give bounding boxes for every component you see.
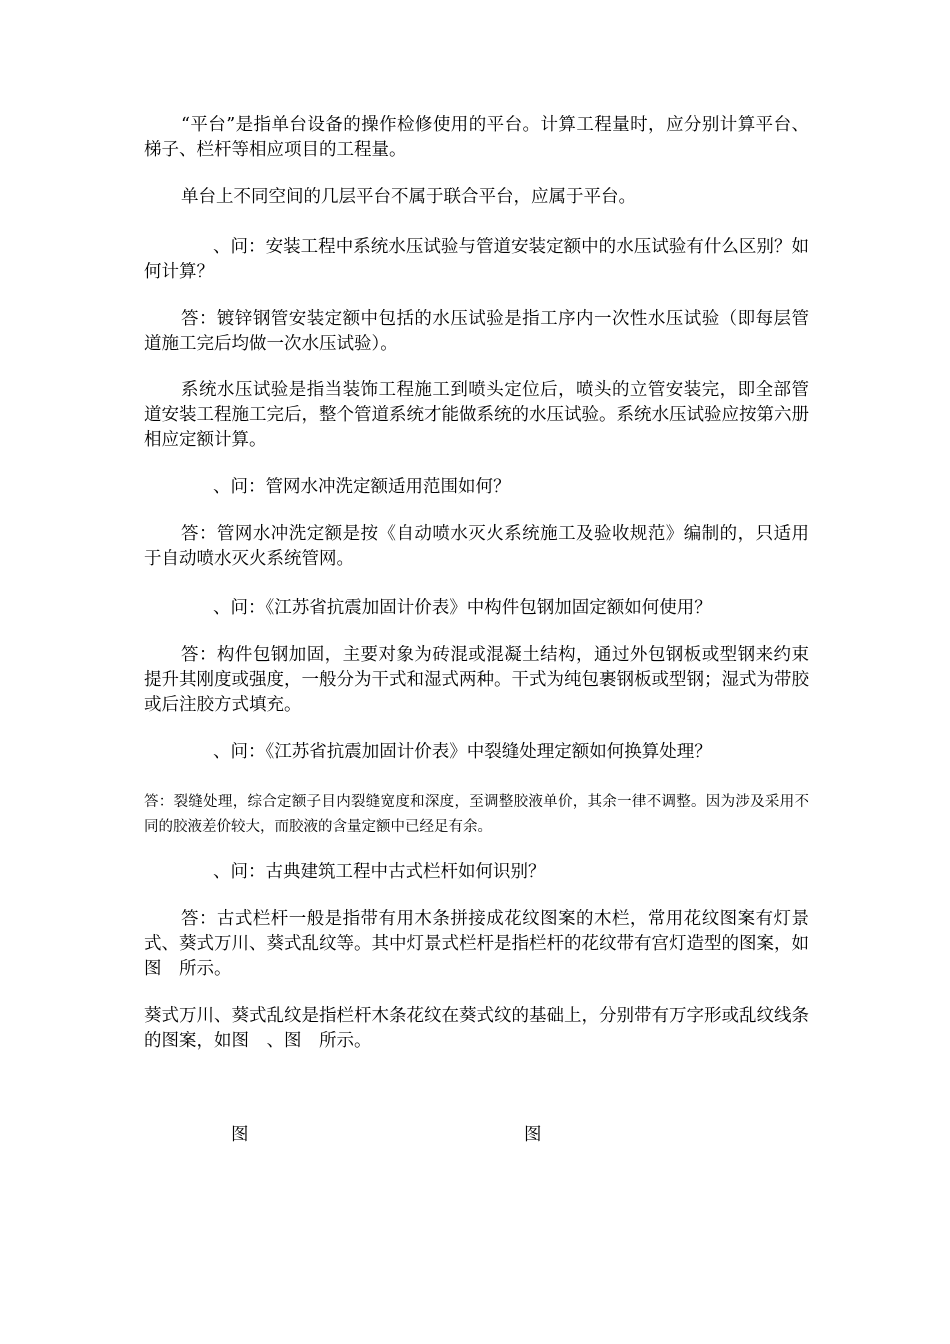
answer-ancient-railing: 答：古式栏杆一般是指带有用木条拼接成花纹图案的木栏，常用花纹图案有灯景式、葵式万川、葵式乱纹等。其中灯景式栏杆是指栏杆的花纹带有宫灯造型的图案，如图 所示。: [144, 909, 809, 979]
question-ancient-railing: 、问：古典建筑工程中古式栏杆如何识别？: [213, 862, 546, 882]
figure-caption-right: 图: [524, 1125, 542, 1145]
paragraph-single-platform: 单台上不同空间的几层平台不属于联合平台，应属于平台。: [181, 187, 636, 207]
paragraph-system-pressure-test: 系统水压试验是指当装饰工程施工到喷头定位后，喷头的立管安装完，即全部管道安装工程施工完后，整个管道系统才能做系统的水压试验。系统水压试验应按第六册相应定额计算。: [144, 380, 809, 450]
question-pipe-flushing: 、问：管网水冲洗定额适用范围如何？: [213, 477, 511, 497]
question-crack-treatment: 、问：《江苏省抗震加固计价表》中裂缝处理定额如何换算处理？: [213, 742, 712, 762]
figure-caption-left: 图: [231, 1125, 249, 1145]
answer-crack-treatment: 答：裂缝处理，综合定额子目内裂缝宽度和深度，至调整胶液单价，其余一律不调整。因为涉及采用不同的胶液差价较大，而胶液的含量定额中已经足有余。: [144, 794, 809, 835]
answer-galvanized-pipe-test: 答：镀锌钢管安装定额中包括的水压试验是指工序内一次性水压试验（即每层管道施工完后均做一次水压试验）。: [144, 309, 809, 354]
question-steel-reinforcement: 、问：《江苏省抗震加固计价表》中构件包钢加固定额如何使用？: [213, 598, 712, 618]
paragraph-kui-style-patterns: 葵式万川、葵式乱纹是指栏杆木条花纹在葵式纹的基础上，分别带有万字形或乱纹线条的图案，如图 、图 所示。: [144, 1006, 809, 1051]
answer-steel-reinforcement: 答：构件包钢加固，主要对象为砖混或混凝土结构，通过外包钢板或型钢来约束提升其刚度或强度，一般分为干式和湿式两种。干式为纯包裹钢板或型钢；湿式为带胶或后注胶方式填充。: [144, 645, 809, 715]
paragraph-platform-definition: “平台”是指单台设备的操作检修使用的平台。计算工程量时，应分别计算平台、梯子、栏杆等相应项目的工程量。: [144, 115, 809, 160]
question-water-pressure-test: 、问：安装工程中系统水压试验与管道安装定额中的水压试验有什么区别？如何计算？: [144, 237, 809, 282]
answer-pipe-flushing: 答：管网水冲洗定额是按《自动喷水灭火系统施工及验收规范》编制的，只适用于自动喷水灭火系统管网。: [144, 524, 809, 569]
